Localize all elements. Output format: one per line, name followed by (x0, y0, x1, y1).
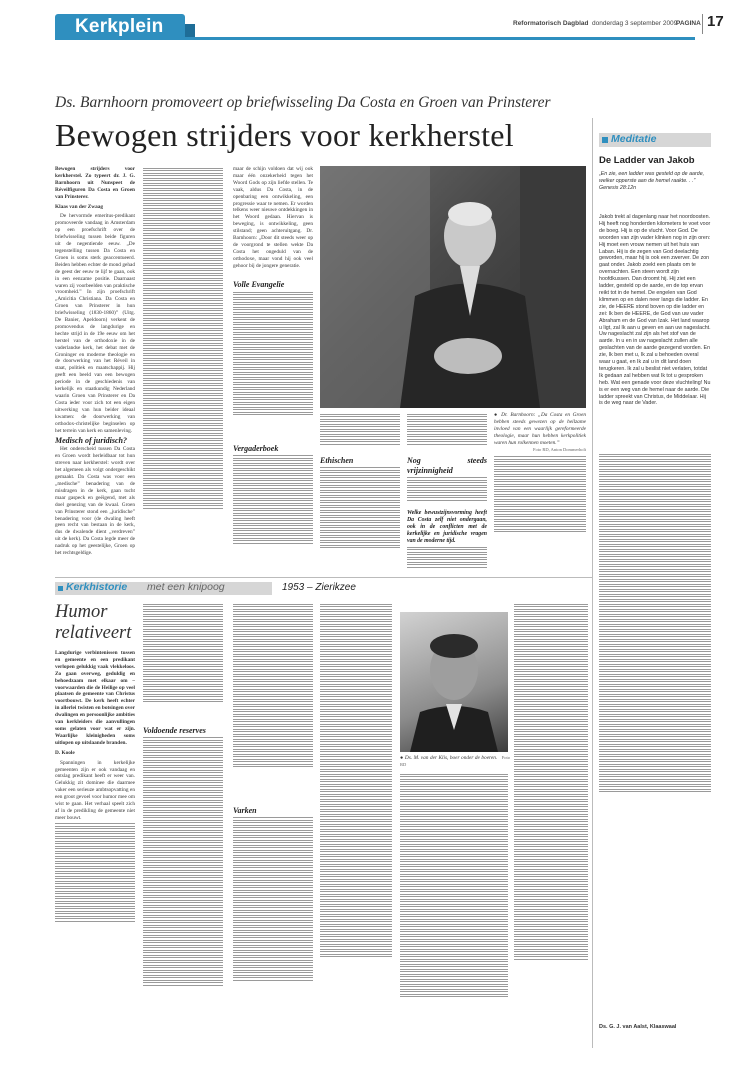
section-title: Kerkplein (75, 16, 164, 37)
article-column-3 (233, 166, 313, 570)
issue-date: donderdag 3 september 2009 (592, 20, 678, 27)
caption-bullet-icon-2: ● (400, 755, 405, 761)
article-body-2: Het onderscheid tussen Da Costa en Groen wordt herleidbaar tot hun streven naar kerkherstel: wordt over het algemeen als volgt ondergeschikt gemaakt. Da Costa was voor een „medische” benadering van de misdragen in de kerk, gaan tucht maar gaspeck en geëigend, met als doel genezing van de kwaal. Groen van Prinsterer stond een „juridische” benadering voor (de dwaling heeft geen recht van bestaan in de kerk, dus de dwalende dient „verdreven” uit de kerk). Da Costa legde meer de nadruk op het geestelijke, Groen op het rechtsgeldige. (55, 446, 135, 557)
caption-bullet-icon: ● (494, 412, 502, 418)
article-column-4 (320, 412, 400, 570)
kerkhistorie-divider (55, 577, 592, 578)
meditatie-divider (592, 118, 593, 1048)
meditatie-quote-ref: Genesis 28:12n (599, 184, 637, 191)
meditatie-header (599, 133, 711, 147)
article-column-2 (143, 166, 223, 570)
kerkhistorie-sublabel: met een knipoog (147, 581, 225, 593)
kerkhistorie-column-4 (320, 602, 392, 1045)
meditatie-title: De Ladder van Jakob (599, 155, 695, 166)
article-column-1 (55, 166, 135, 570)
subhead-vergaderboek: Vergaderboek (233, 443, 279, 453)
kerkhistorie-author: D. Koole (55, 749, 75, 756)
meditatie-author: Ds. G. J. van Aalst, Klaaswaal (599, 1024, 677, 1030)
photo-caption-text: Dr. Barnhoorn: „Da Costa en Groen hebben steeds gewezen op de heilzame invloed van een waarlijk gereformeerde theologie, maar hun hebben kerkpolitiek waren hun rolkennen moeten.” (494, 412, 586, 446)
subhead-medisch: Medisch of juridisch? (55, 436, 128, 446)
meditatie-body-filler (599, 452, 711, 872)
subhead-vrijzinnigheid: Nog steeds vrijzinnigheid (407, 455, 487, 475)
article-body-3: maar de schijn voldoen dat wij ook maar één onzekerheid tegen het Woord Gods op zijn liefde stellen. Te vaak, aldus Da Costa, in de openbaring een ontwikkeling, een progressie waar te nemen. Er worden telkens weer nieuwe ontdekkingen in het Woord gedaan. Hiervan is beweging, is ontwikkeling, geen stilstand; geen achteruitgang. Dr. Barnhoorn: „Door dit steeds weer op de voorgrond te stellen wekte Da Costa het ongeduld van de orthodoxe, maar vond hij ook veel gehoor bij de jongere generatie. (233, 166, 313, 269)
kerkhistorie-column-5 (400, 772, 508, 1045)
page-number: 17 (707, 13, 724, 30)
photo-credit: Foto RD, Anton Dommerholt (532, 446, 586, 452)
subhead-varken: Varken (233, 805, 257, 815)
kerkhistorie-lead: Langdurige verbintenissen tussen en gemeente en een predikant verlopen gelukkig vaak vlekkeloos. Zo gaan overweg, geduldig en behoedzaam met elkaar om – voorwaarden die de Heilige op veel plaatsen de gemeente van Christus voortbouwt. De kerk heeft echter in allerlei twisten en botsingen over dwalingen en persoonlijke ambities van kerkleiders die aanvullingen soms gelaten voor wat er zijn. Waarlijke kleinigheden soms uitlopen op uitslaande branden. (55, 650, 135, 746)
portrait-figure-icon (320, 166, 586, 408)
meditatie-quote-block (599, 171, 711, 211)
subhead-ethischen: Ethischen (320, 455, 354, 465)
kerkhistorie-bar (55, 582, 272, 595)
article-lead: Bewogen strijders voor kerkherstel. Zo typeert dr. J. G. Barnhoorn uit Nunspeet de Réveilfiguren Da Costa en Groen van Prinsterer. (55, 166, 135, 200)
article-column-6 (494, 412, 586, 570)
kerkhistorie-label: Kerkhistorie (66, 581, 128, 593)
meditatie-bullet-icon (602, 137, 608, 143)
newspaper-name: Reformatorisch Dagblad (513, 20, 589, 27)
section-tab-shadow (185, 24, 195, 37)
page-number-divider (702, 14, 703, 34)
subhead-voldoende-reserves: Voldoende reserves (143, 725, 206, 735)
kerkhistorie-column-6 (514, 602, 588, 1045)
kerkhistorie-column-3 (233, 602, 313, 1045)
van-der-klis-caption (400, 755, 510, 769)
meditatie-text: Jakob trekt al dagenlang naar het noordoosten. Hij heeft nog honderden kilometers te voet voor de boeg. Hij is op de vlucht. Voor God. De woorden van zijn vader klinken nog in zijn oren: Hij moet een vrouw nemen uit het huis van Laban. Hij is de zegen van God deelachtig geworden, maar hij is ook een zwerver. De zon gaat onder. Jakob zoekt een plaats om te overnachten. Een steen wordt zijn hoofdkussen. Dan droomt hij. Hij ziet een ladder, gesteld op de aarde, en de top ervan reikt tot in de hemel. De engelen van God klimmen op en dalen neer langs die ladder. En zie, de HEERE stond boven op die ladder en zei: Ik ben de HEERE, de God van uw vader Abraham en de God van Izak. Het land waarop u ligt, zal Ik aan u geven en aan uw nageslacht. Uw nageslacht zal zijn als het stof van de aarde. In u en in uw nageslacht zullen alle geslachten van de aarde gezegend worden. En zie, Ik ben met u, Ik zal u behoeden overal waar u gaat, en Ik zal u in dit land doen terugkeren. Ik zal u beslist niet verlaten, totdat Ik gedaan zal hebben wat Ik tot u gesproken heb. Wat een genade voor deze vluchteling! Nu is er een weg van de hemel naar de aarde. Die ladder spreekt van Christus, de Middelaar. Hij is de weg naar de Vader. (599, 214, 711, 407)
article-author: Klaas van der Zwaag (55, 203, 104, 210)
meditatie-label: Meditatie (611, 133, 657, 145)
page-label: PAGINA (676, 20, 701, 27)
article-body-1: De hervormde emeritus-predikant promoveerde vandaag in Amsterdam op een proefschrift over de briefwisseling tussen beide figuren uit de negentiende eeuw. „De tegenstelling tussen Da Costa en Groen is soms sterk geaccentueerd. Beiden hebben echter de mond gehad de geest der eeuw te lijf te gaan, ook in een eenzame positie. Daarnaast waren zij voorbeelden van praktische vroomheid.” In zijn proefschrift „Amicitia Christiana. Da Costa en Groen van Prinsterer in hun briefwisseling (1830-1860)” (Uitg. De Banier, Apeldoorn) verkent de promovendus de langdurige en hechte strijd in de 19e eeuw om het herstel van de orthodoxie in de vaderlandse kerk, het debat met de Groninger en moderne theologie en de doorwerking van het Réveil in staat, politiek en maatschappij. Hij geeft een beeld van een bewogen periode in de geschiedenis van kerkelijk en staatkundig Nederland waarin Groen van Prinsterer en Da Costa ieder voor zich tot een eigen uitwerking van hun beider ideaal kwamen: de doorwerking van orthodox-christelijke beginselen op het terrein van kerk en samenleving. (55, 213, 135, 434)
van-der-klis-caption-text: Ds. M. van der Klis, boer onder de boeren. (404, 755, 498, 761)
van-der-klis-photo-credit: Foto RD (400, 755, 510, 767)
portrait-van-der-klis-icon (400, 612, 508, 752)
barnhoorn-photo (320, 166, 586, 408)
kerkhistorie-bullet-icon (58, 586, 63, 591)
section-header (55, 13, 724, 50)
header-rule (55, 37, 695, 40)
pull-quote: Welke bewustzijnsvorming heeft Da Costa zelf niet ondergaan, ook in de conflicten met de kerkelijke en juridische vragen van de moderne tijd. (407, 510, 487, 544)
meditatie-quote: „En zie, een ladder was gesteld op de aarde, welker opperste aan de hemel raakte. . .” (599, 171, 705, 184)
van-der-klis-photo (400, 612, 508, 752)
subhead-volle-evangelie: Volle Evangelie (233, 280, 285, 289)
article-column-5 (407, 412, 487, 570)
article-kicker: Ds. Barnhoorn promoveert op briefwisseling Da Costa en Groen van Prinsterer (55, 94, 551, 111)
kerkhistorie-text: Spanningen in kerkelijke gemeenten zijn er ook vandaag en ontslag predikant heeft er weer van. Gelukkig zit dominee die daarmee vaker een serieuze ambtsopvatting en een groot gevoel voor humor mee om wist te gaan. Het verhaal speelt zich af in de predikling de gemeente niet meer bouwt. (55, 759, 135, 821)
kerkhistorie-column-1 (55, 650, 135, 1045)
photo-caption (494, 412, 586, 447)
kerkhistorie-column-2 (143, 602, 223, 1045)
kerkhistorie-year-title: 1953 – Zierikzee (282, 582, 356, 593)
article-headline: Bewogen strijders voor kerkherstel (55, 117, 514, 153)
kerkhistorie-headline: Humor relativeert (55, 602, 132, 643)
